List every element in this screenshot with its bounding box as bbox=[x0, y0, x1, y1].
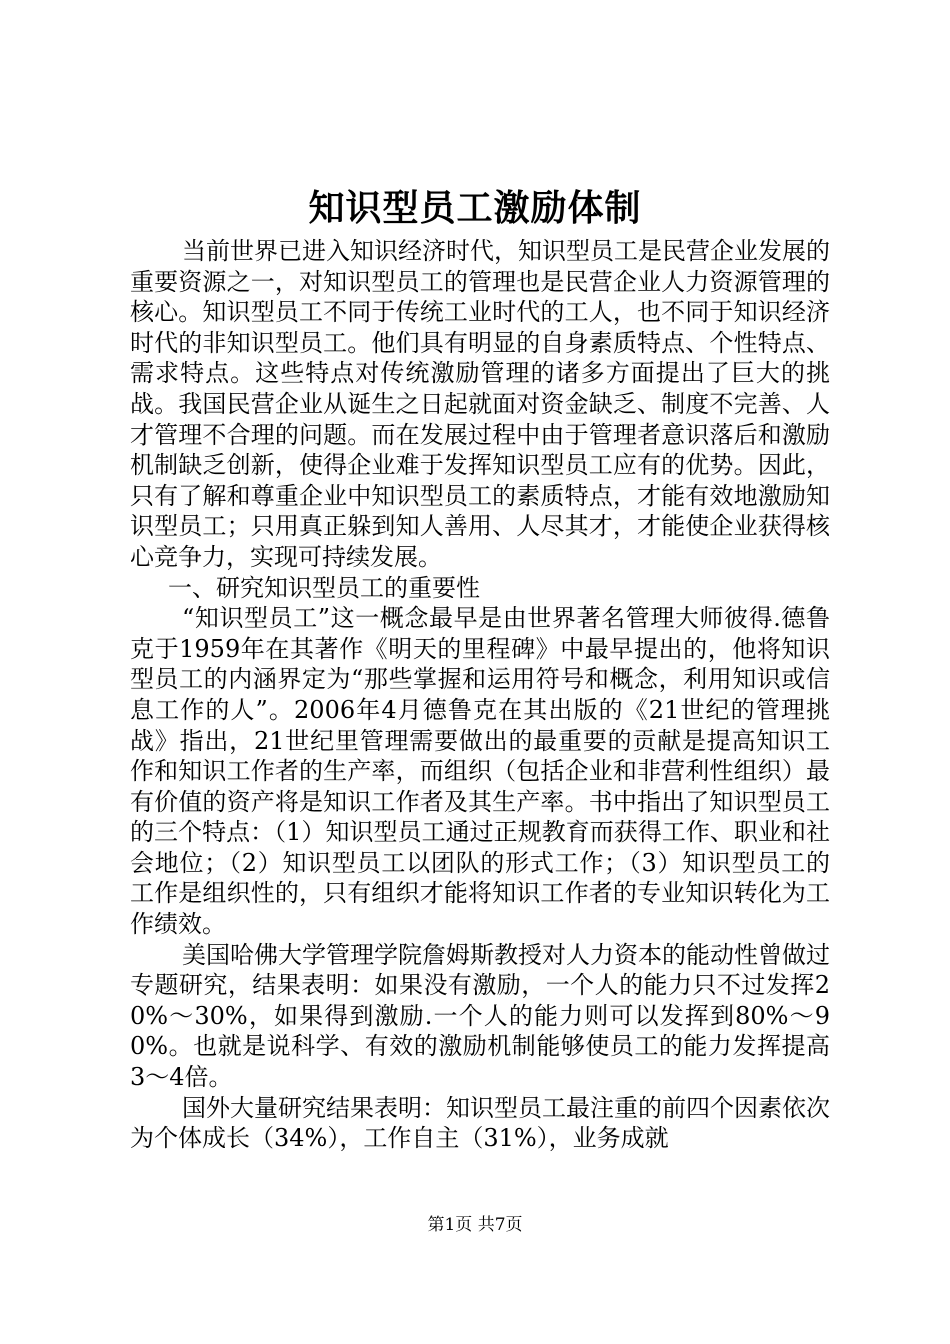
paragraph-harvard: 美国哈佛大学管理学院詹姆斯教授对人力资本的能动性曾做过专题研究，结果表明：如果没有激励，一个人的能力只不过发挥20%～30%，如果得到激励.一个人的能力则可以发挥到80%～90%。也就是说科学、有效的激励机制能够使员工的能力发挥提高3～4倍。 bbox=[130, 940, 830, 1092]
section-heading: 一、研究知识型员工的重要性 bbox=[168, 573, 480, 602]
paragraph-intro: 当前世界已进入知识经济时代，知识型员工是民营企业发展的重要资源之一，对知识型员工的管理也是民营企业人力资源管理的核心。知识型员工不同于传统工业时代的工人，也不同于知识经济时代的非知识型员工。他们具有明显的自身素质特点、个性特点、需求特点。这些特点对传统激励管理的诸多方面提出了巨大的挑战。我国民营企业从诞生之日起就面对资金缺乏、制度不完善、人才管理不合理的问题。而在发展过程中由于管理者意识落后和激励机制缺乏创新，使得企业难于发挥知识型员工应有的优势。因此，只有了解和尊重企业中知识型员工的素质特点，才能有效地激励知识型员工；只用真正躲到知人善用、人尽其才，才能使企业获得核心竞争力，实现可持续发展。 bbox=[130, 237, 830, 571]
document-title: 知识型员工激励体制 bbox=[308, 187, 642, 229]
page-number-footer: 第1页 共7页 bbox=[427, 1215, 523, 1235]
paragraph-drucker: “知识型员工”这一概念最早是由世界著名管理大师彼得.德鲁克于1959年在其著作《明天的里程碑》中最早提出的，他将知识型员工的内涵界定为“那些掌握和运用符号和概念，利用知识或信息工作的人”。2006年4月德鲁克在其出版的《21世纪的管理挑战》指出，21世纪里管理需要做出的最重要的贡献是提高知识工作和知识工作者的生产率，而组织（包括企业和非营利性组织）最有价值的资产将是知识工作者及其生产率。书中指出了知识型员工的三个特点：（1）知识型员工通过正规教育而获得工作、职业和社会地位；（2）知识型员工以团队的形式工作；（3）知识型员工的工作是组织性的，只有组织才能将知识工作者的专业知识转化为工作绩效。 bbox=[130, 604, 830, 939]
document-body bbox=[130, 236, 830, 1154]
paragraph-research: 国外大量研究结果表明：知识型员工最注重的前四个因素依次为个体成长（34%），工作自主（31%），业务成就 bbox=[130, 1093, 830, 1153]
